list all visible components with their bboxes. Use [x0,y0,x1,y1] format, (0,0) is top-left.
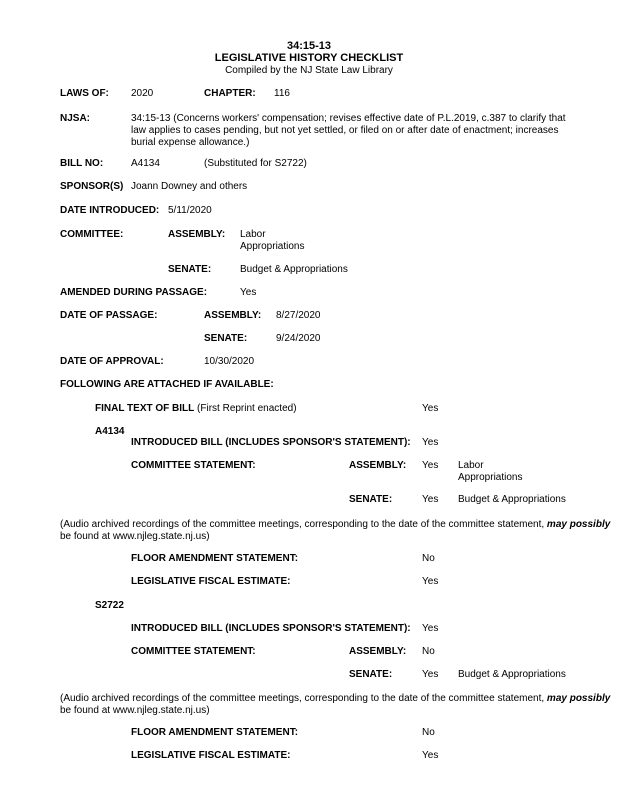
committee-senate-value: Budget & Appropriations [240,264,348,275]
a4134-floor-value: No [422,553,435,564]
sponsor-label: SPONSOR(S) [60,181,124,192]
a4134-assembly-label: ASSEMBLY: [349,460,407,471]
njsa-label: NJSA: [60,113,91,124]
a4134-introduced-label: INTRODUCED BILL (INCLUDES SPONSOR'S STATEMENT): [131,437,411,448]
a4134-audio-note-text: (Audio archived recordings of the committee meetings, corresponding to the date of the committee statement, [60,519,547,530]
s2722-fiscal-label: LEGISLATIVE FISCAL ESTIMATE: [131,750,291,761]
laws-of-label: LAWS OF: [60,88,109,99]
bill-no-note: (Substituted for S2722) [204,158,307,169]
a4134-floor-label: FLOOR AMENDMENT STATEMENT: [131,553,299,564]
date-introduced-value: 5/11/2020 [168,205,212,216]
a4134-introduced-value: Yes [422,437,439,448]
laws-of-value: 2020 [131,88,154,99]
sponsor-value: Joann Downey and others [131,181,248,192]
approval-label: DATE OF APPROVAL: [60,356,164,367]
s2722-senate-label: SENATE: [349,669,393,680]
amended-label: AMENDED DURING PASSAGE: [60,287,208,298]
final-text-row [95,403,297,415]
s2722-floor-label: FLOOR AMENDMENT STATEMENT: [131,727,299,738]
a4134-senate-value: Yes [422,494,439,505]
njsa-value: 34:15-13 (Concerns workers' compensation; revises effective date of P.L.2019, c.387 to clarify that law applies to cases pending, but not yet settled, or filed on or after date of enactment; increases burial expense allowance.) [131,113,566,148]
final-text-value: Yes [422,403,439,414]
final-text-label: FINAL TEXT OF BILL [95,403,195,414]
committee-assembly-label: ASSEMBLY: [168,229,226,240]
a4134-assembly-value: Yes [422,460,439,471]
a4134-audio-note [60,519,610,531]
document-title-2: LEGISLATIVE HISTORY CHECKLIST [214,52,404,64]
a4134-assembly-comm-1: Labor [458,460,484,471]
document-title: 34:15-13 [286,40,332,52]
s2722-assembly-value: No [422,646,435,657]
passage-label: DATE OF PASSAGE: [60,310,158,321]
s2722-fiscal-value: Yes [422,750,439,761]
a4134-audio-note-emphasis: may possibly [546,519,611,530]
a4134-committee-label: COMMITTEE STATEMENT: [131,460,256,471]
bill-no-label: BILL NO: [60,158,104,169]
a4134-assembly-comm-2: Appropriations [458,472,523,483]
a4134-fiscal-label: LEGISLATIVE FISCAL ESTIMATE: [131,576,291,587]
s2722-introduced-label: INTRODUCED BILL (INCLUDES SPONSOR'S STATEMENT): [131,623,411,634]
passage-assembly-label: ASSEMBLY: [204,310,262,321]
chapter-label: CHAPTER: [204,88,256,99]
bill-no-value: A4134 [131,158,160,169]
committee-label: COMMITTEE: [60,229,124,240]
final-text-note: (First Reprint enacted) [194,403,297,414]
s2722-audio-note-text: (Audio archived recordings of the committee meetings, corresponding to the date of the committee statement, [60,693,547,704]
a4134-audio-note-2: be found at www.njleg.state.nj.us) [60,531,210,542]
s2722-committee-label: COMMITTEE STATEMENT: [131,646,256,657]
a4134-senate-label: SENATE: [349,494,393,505]
passage-assembly-value: 8/27/2020 [276,310,321,321]
s2722-senate-value: Yes [422,669,439,680]
amended-value: Yes [240,287,257,298]
s2722-assembly-label: ASSEMBLY: [349,646,407,657]
committee-assembly-line1: Labor [240,229,266,240]
date-introduced-label: DATE INTRODUCED: [60,205,160,216]
s2722-floor-value: No [422,727,435,738]
passage-senate-value: 9/24/2020 [276,333,321,344]
document-subtitle: Compiled by the NJ State Law Library [225,65,393,76]
passage-senate-label: SENATE: [204,333,248,344]
s2722-senate-comm: Budget & Appropriations [458,669,566,680]
committee-senate-label: SENATE: [168,264,212,275]
s2722-audio-note-emphasis: may possibly [546,693,611,704]
a4134-fiscal-value: Yes [422,576,439,587]
chapter-value: 116 [274,88,290,99]
s2722-introduced-value: Yes [422,623,439,634]
approval-value: 10/30/2020 [204,356,255,367]
s2722-audio-note-2: be found at www.njleg.state.nj.us) [60,705,210,716]
a4134-senate-comm: Budget & Appropriations [458,494,566,505]
s2722-audio-note [60,693,610,705]
a4134-heading: A4134 [95,426,125,437]
committee-assembly-line2: Appropriations [240,241,305,252]
s2722-heading: S2722 [95,600,124,611]
attached-heading: FOLLOWING ARE ATTACHED IF AVAILABLE: [60,379,274,390]
